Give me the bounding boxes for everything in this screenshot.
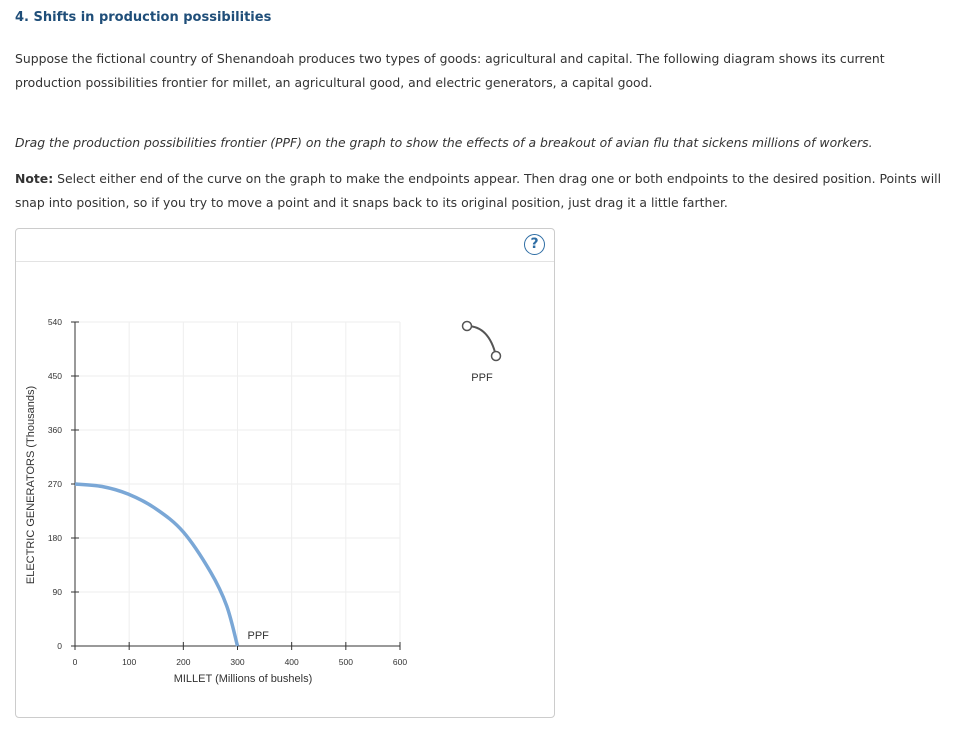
- palette-endpoint-icon[interactable]: [492, 352, 501, 361]
- question-title: 4. Shifts in production possibilities: [15, 10, 272, 25]
- x-tick-label: 0: [72, 657, 78, 667]
- y-tick-label: 0: [57, 641, 62, 651]
- ppf-curve-label: PPF: [247, 630, 269, 642]
- note-label: Note:: [15, 171, 54, 186]
- ppf-chart: [16, 229, 554, 717]
- x-tick-label: 600: [392, 657, 408, 667]
- ppf-palette-tool[interactable]: [463, 322, 501, 385]
- intro-text: Suppose the fictional country of Shenandoah produces two types of goods: agricultural and capital. The following diagram shows its current production possibilities frontier for millet, an agricultural good, and electric generators, a capital good.: [15, 51, 885, 90]
- y-tick-label: 540: [47, 317, 62, 327]
- palette-endpoint-icon[interactable]: [463, 322, 472, 331]
- note-body: Select either end of the curve on the graph to make the endpoints appear. Then drag one or both endpoints to the desired position. Points will snap into position, so if you try to move a point and it snaps back to its original position, just drag it a little farther.: [15, 171, 942, 210]
- grid: [75, 322, 400, 646]
- note-text: [15, 167, 950, 215]
- ppf-curve[interactable]: [75, 484, 238, 646]
- y-tick-label: 450: [47, 371, 62, 381]
- x-tick-label: 100: [122, 657, 137, 667]
- ticks: [48, 317, 408, 667]
- graph-panel: [15, 228, 555, 718]
- y-tick-label: 360: [47, 425, 62, 435]
- y-tick-label: 270: [47, 479, 62, 489]
- x-tick-label: 400: [284, 657, 299, 667]
- x-tick-label: 500: [338, 657, 353, 667]
- palette-label: PPF: [471, 372, 493, 384]
- y-tick-label: 180: [47, 533, 62, 543]
- help-button[interactable]: ?: [524, 234, 545, 255]
- y-axis-title: ELECTRIC GENERATORS (Thousands): [25, 385, 37, 585]
- palette-curve-icon[interactable]: [467, 326, 496, 356]
- series: [75, 484, 269, 646]
- y-tick-label: 90: [52, 587, 62, 597]
- x-axis-title: MILLET (Millions of bushels): [173, 673, 313, 685]
- instruction-text: Drag the production possibilities frontier (PPF) on the graph to show the effects of a breakout of avian flu that sickens millions of workers.: [15, 135, 873, 150]
- x-tick-label: 300: [230, 657, 245, 667]
- x-tick-label: 200: [176, 657, 191, 667]
